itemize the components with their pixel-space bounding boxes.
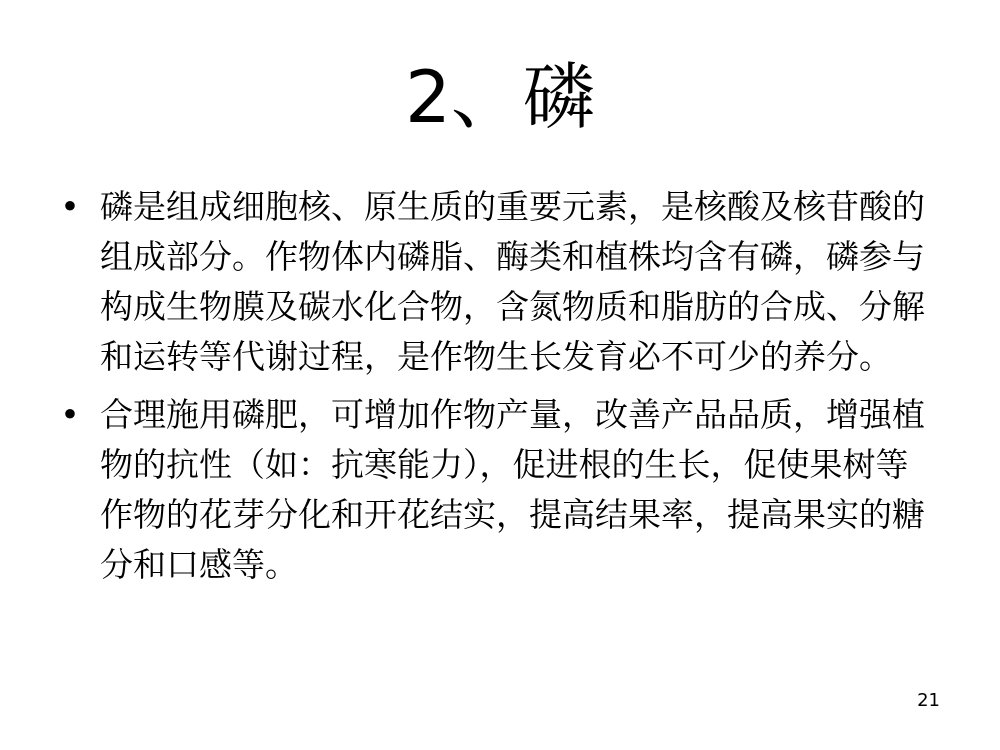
page-number: 21	[917, 690, 940, 711]
bullet-item-fertilizer	[58, 390, 928, 590]
bullet-dot-icon: •	[60, 395, 80, 434]
bullet-dot-icon: •	[60, 187, 80, 226]
bullet-item-function	[58, 182, 928, 382]
slide-title: 2、磷	[405, 55, 595, 139]
bullet-text: 合理施用磷肥，可增加作物产量，改善产品品质，增强植物的抗性（如：抗寒能力），促进根的生长，促使果树等作物的花芽分化和开花结实，提高结果率，提高果实的糖分和口感等。	[100, 395, 925, 584]
bullet-text: 磷是组成细胞核、原生质的重要元素，是核酸及核苷酸的组成部分。作物体内磷脂、酶类和植株均含有磷，磷参与构成生物膜及碳水化合物，含氮物质和脂肪的合成、分解和运转等代谢过程，是作物生长发育必不可少的养分。	[100, 187, 925, 376]
bullet-list	[58, 182, 928, 598]
